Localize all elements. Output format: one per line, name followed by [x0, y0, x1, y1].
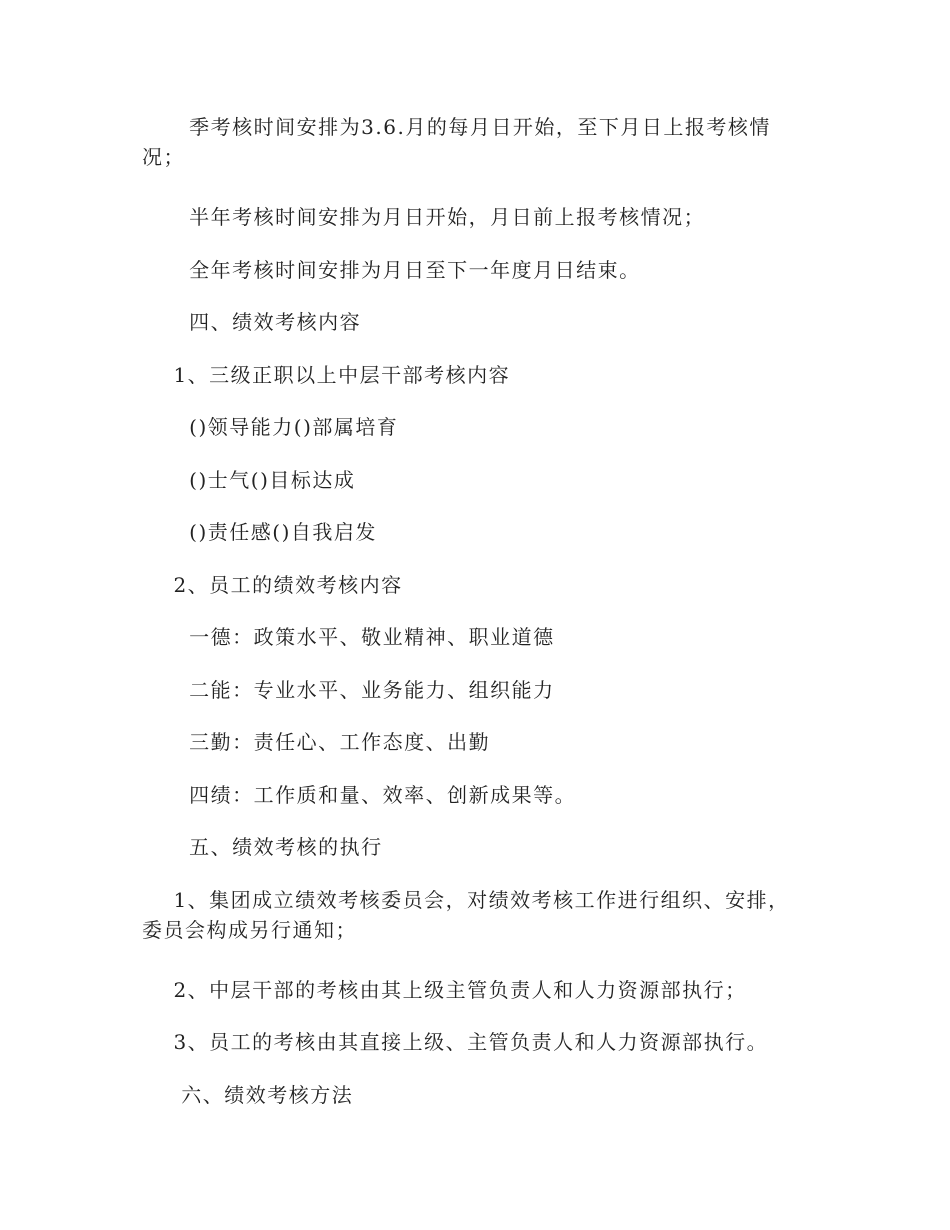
paragraph-staff-content: 2、员工的绩效考核内容: [142, 573, 403, 597]
paragraph-committee: 1、集团成立绩效考核委员会，对绩效考核工作进行组织、安排，委员会构成另行通知；: [142, 888, 790, 942]
paragraph-diligence: 三勤：责任心、工作态度、出勤: [142, 730, 491, 754]
paragraph-manager-assessment: 2、中层干部的考核由其上级主管负责人和人力资源部执行；: [142, 978, 747, 1002]
section-heading-content: 四、绩效考核内容: [142, 310, 362, 334]
paragraph-performance: 四绩：工作质和量、效率、创新成果等。: [142, 783, 577, 807]
paragraph-virtue: 一德：政策水平、敬业精神、职业道德: [142, 625, 555, 649]
paragraph-middle-managers: 1、三级正职以上中层干部考核内容: [142, 363, 511, 387]
section-heading-method: 六、绩效考核方法: [142, 1083, 354, 1107]
paragraph-ability: 二能：专业水平、业务能力、组织能力: [142, 678, 555, 702]
paragraph-annual-schedule: 全年考核时间安排为月日至下一年度月日结束。: [142, 258, 641, 282]
paragraph-half-year-schedule: 半年考核时间安排为月日开始，月日前上报考核情况；: [142, 205, 706, 229]
paragraph-morale: ()士气()目标达成: [142, 468, 356, 492]
paragraph-quarterly-schedule: 季考核时间安排为3.6.月的每月日开始，至下月日上报考核情况；: [142, 115, 771, 169]
paragraph-leadership: ()领导能力()部属培育: [142, 415, 399, 439]
paragraph-staff-assessment: 3、员工的考核由其直接上级、主管负责人和人力资源部执行。: [142, 1030, 769, 1054]
paragraph-responsibility: ()责任感()自我启发: [142, 520, 377, 544]
section-heading-execution: 五、绩效考核的执行: [142, 835, 383, 859]
